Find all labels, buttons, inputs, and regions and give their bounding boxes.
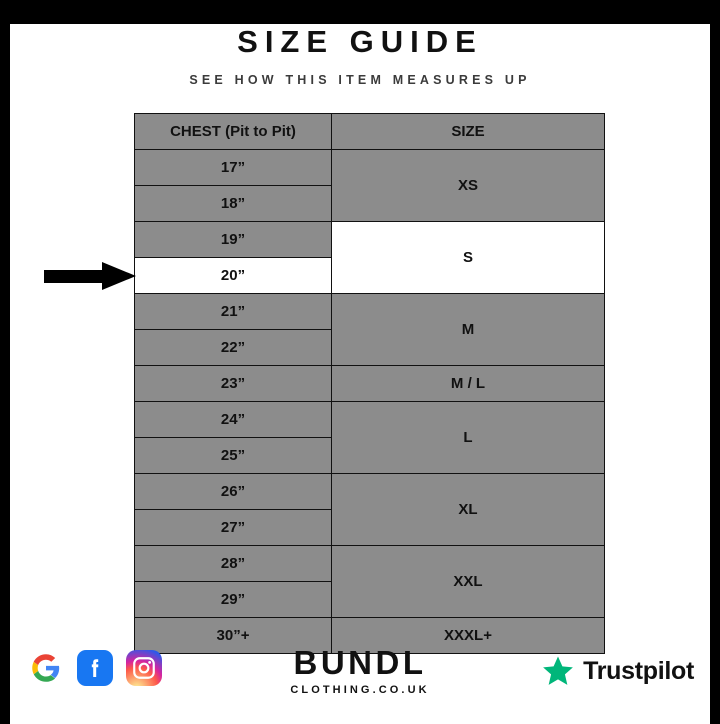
trustpilot-logo[interactable] bbox=[541, 654, 694, 688]
chest-cell: 27” bbox=[135, 510, 332, 546]
table-row bbox=[135, 546, 605, 582]
chest-cell: 25” bbox=[135, 438, 332, 474]
chest-cell: 18” bbox=[135, 186, 332, 222]
size-table-body bbox=[135, 114, 605, 654]
chest-cell: 30”+ bbox=[135, 618, 332, 654]
table-row bbox=[135, 366, 605, 402]
size-cell: XXXL+ bbox=[332, 618, 605, 654]
chest-cell: 29” bbox=[135, 582, 332, 618]
brand-domain: CLOTHING.CO.UK bbox=[290, 683, 430, 696]
size-table bbox=[134, 113, 605, 654]
chest-cell: 17” bbox=[135, 150, 332, 186]
chest-cell: 23” bbox=[135, 366, 332, 402]
chest-cell: 24” bbox=[135, 402, 332, 438]
size-cell: XXL bbox=[332, 546, 605, 618]
table-row bbox=[135, 402, 605, 438]
trustpilot-star-icon bbox=[541, 654, 575, 688]
table-row bbox=[135, 150, 605, 186]
page-title: SIZE GUIDE bbox=[237, 24, 483, 59]
table-row bbox=[135, 474, 605, 510]
chest-cell-selected: 20” bbox=[135, 258, 332, 294]
column-header-chest: CHEST (Pit to Pit) bbox=[135, 114, 332, 150]
arrow-shaft bbox=[44, 270, 106, 283]
size-table-wrap bbox=[134, 113, 602, 654]
chest-cell: 19” bbox=[135, 222, 332, 258]
trustpilot-label: Trustpilot bbox=[583, 656, 694, 685]
size-cell: L bbox=[332, 402, 605, 474]
selected-size-arrow-icon bbox=[44, 262, 136, 290]
table-header-row bbox=[135, 114, 605, 150]
footer bbox=[10, 642, 710, 712]
size-guide-card bbox=[10, 24, 710, 724]
chest-cell: 22” bbox=[135, 330, 332, 366]
chest-cell: 26” bbox=[135, 474, 332, 510]
column-header-size: SIZE bbox=[332, 114, 605, 150]
brand-name: BUNDL bbox=[293, 644, 427, 681]
chest-cell: 28” bbox=[135, 546, 332, 582]
page-subtitle: SEE HOW THIS ITEM MEASURES UP bbox=[189, 73, 531, 87]
size-cell: XL bbox=[332, 474, 605, 546]
size-cell: XS bbox=[332, 150, 605, 222]
table-row bbox=[135, 294, 605, 330]
size-cell: M bbox=[332, 294, 605, 366]
size-cell: M / L bbox=[332, 366, 605, 402]
size-cell-selected: S bbox=[332, 222, 605, 294]
chest-cell: 21” bbox=[135, 294, 332, 330]
arrow-head bbox=[102, 262, 136, 290]
table-row bbox=[135, 222, 605, 258]
